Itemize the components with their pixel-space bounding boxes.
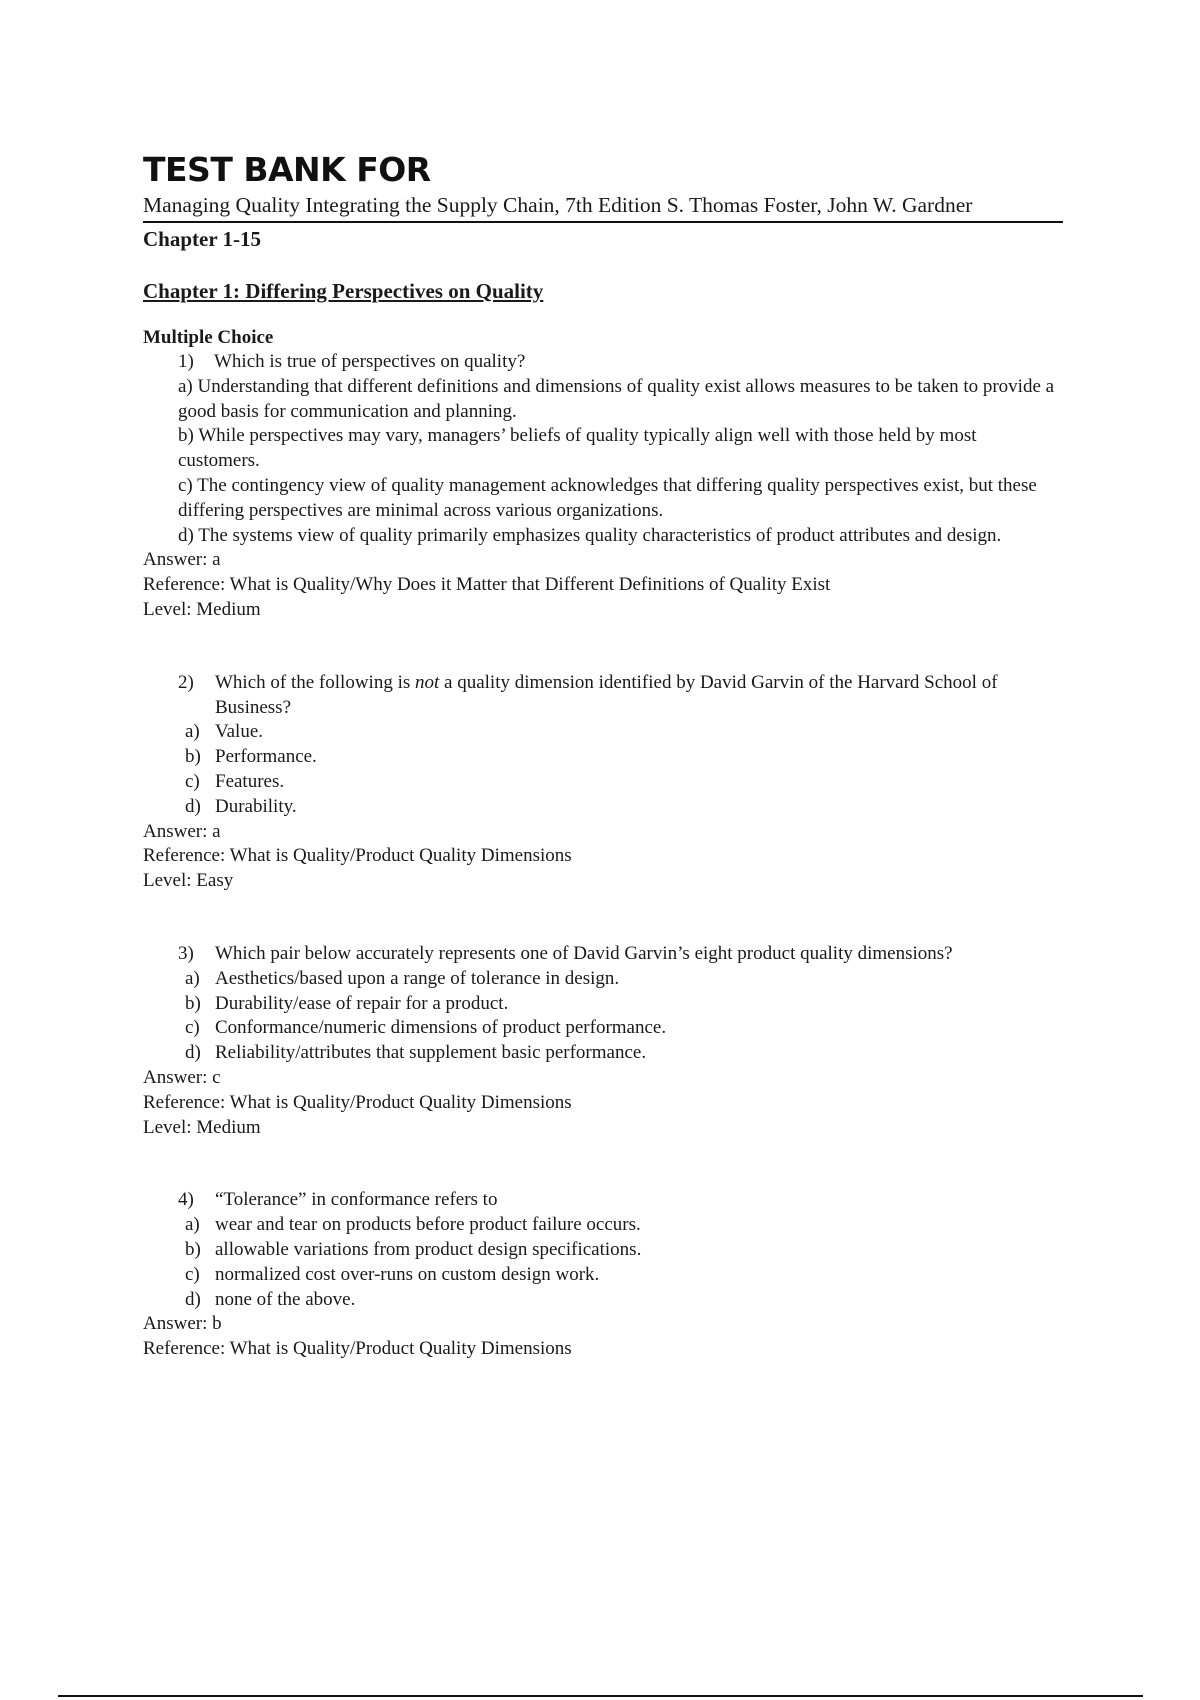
option-letter: b) (185, 992, 201, 1014)
answer-option-b (143, 1238, 1063, 1263)
answer-option-c (143, 1263, 1063, 1288)
answer-option-a (143, 1213, 1063, 1238)
answer-option-b (143, 992, 1063, 1017)
question-number: 4) (178, 1189, 194, 1211)
answer-line: Answer: a (143, 820, 221, 842)
question-number: 2) (178, 671, 194, 693)
answer-option-a (143, 967, 1063, 992)
question-number: 3) (178, 942, 194, 964)
question-text: Which pair below accurately represents one of David Garvin’s eight product quality dimensions? (215, 942, 953, 964)
footer-divider (58, 1695, 1143, 1697)
option-letter: b) (185, 746, 201, 768)
option-text: Durability/ease of repair for a product. (215, 992, 509, 1014)
question-text-end: a quality dimension identified by David Garvin of the Harvard School of Business? (215, 671, 998, 718)
question-1 (143, 350, 1063, 548)
question-2 (143, 671, 1063, 820)
option-letter: c) (185, 1017, 200, 1039)
answer-option-d: d) The systems view of quality primarily emphasizes quality characteristics of product attributes and design. (178, 524, 1002, 546)
question-text-emphasis: not (415, 671, 440, 693)
option-text: Performance. (215, 746, 317, 768)
reference-line: Reference: What is Quality/Product Quality Dimensions (143, 1091, 572, 1113)
level-line: Level: Medium (143, 598, 261, 620)
reference-line: Reference: What is Quality/Product Quality Dimensions (143, 1338, 572, 1360)
question-text: “Tolerance” in conformance refers to (215, 1189, 498, 1211)
question-text-start: Which of the following is (215, 671, 415, 693)
book-title: Managing Quality Integrating the Supply Chain, 7th Edition S. Thomas Foster, John W. Gardner (143, 192, 1063, 223)
answer-option-d (143, 795, 1063, 820)
option-text: Reliability/attributes that supplement basic performance. (215, 1042, 647, 1064)
reference-line: Reference: What is Quality/Why Does it Matter that Different Definitions of Quality Exist (143, 574, 831, 596)
option-text: Features. (215, 770, 285, 792)
option-text: wear and tear on products before product failure occurs. (215, 1214, 641, 1236)
option-letter: a) (185, 721, 200, 743)
option-letter: c) (185, 770, 200, 792)
answer-option-a (143, 720, 1063, 745)
reference-line: Reference: What is Quality/Product Quality Dimensions (143, 845, 572, 867)
option-text: allowable variations from product design specifications. (215, 1238, 642, 1260)
option-text: none of the above. (215, 1288, 356, 1310)
option-letter: b) (185, 1238, 201, 1260)
question-stem (143, 1188, 1063, 1213)
question-number: 1) (178, 351, 194, 372)
level-line: Level: Easy (143, 870, 234, 892)
option-letter: c) (185, 1263, 200, 1285)
option-letter: a) (185, 967, 200, 989)
question-stem (143, 942, 1063, 967)
chapter-range: Chapter 1-15 (143, 227, 262, 251)
section-heading: Multiple Choice (143, 327, 274, 348)
question-4 (143, 1188, 1063, 1312)
chapter-heading: Chapter 1: Differing Perspectives on Quality (143, 279, 544, 303)
answer-line: Answer: a (143, 549, 221, 571)
option-text: Value. (215, 721, 264, 743)
answer-option-c (143, 770, 1063, 795)
answer-line: Answer: c (143, 1066, 221, 1088)
option-letter: a) (185, 1214, 200, 1236)
option-text: Durability. (215, 795, 297, 817)
option-text: Aesthetics/based upon a range of tolerance in design. (215, 967, 620, 989)
answer-option-d (143, 1288, 1063, 1313)
question-stem (143, 671, 1063, 721)
option-letter: d) (185, 795, 201, 817)
level-line: Level: Medium (143, 1116, 261, 1138)
question-stem (143, 350, 1063, 375)
answer-option-d (143, 1041, 1063, 1066)
answer-option-c: c) The contingency view of quality management acknowledges that differing quality perspectives exist, but these differing perspectives are minimal across various organizations. (178, 474, 1037, 521)
option-text: Conformance/numeric dimensions of product performance. (215, 1017, 667, 1039)
option-letter: d) (185, 1288, 201, 1310)
document-body (143, 150, 1063, 1362)
answer-option-a: a) Understanding that different definitions and dimensions of quality exist allows measures to be taken to provide a good basis for communication and planning. (178, 375, 1055, 422)
answer-line: Answer: b (143, 1313, 222, 1335)
answer-option-b (143, 745, 1063, 770)
option-text: normalized cost over-runs on custom design work. (215, 1263, 600, 1285)
question-text: Which is true of perspectives on quality? (214, 351, 526, 372)
question-3 (143, 942, 1063, 1066)
answer-option-c (143, 1016, 1063, 1041)
document-title: TEST BANK FOR (143, 150, 431, 189)
option-letter: d) (185, 1042, 201, 1064)
answer-option-b: b) While perspectives may vary, managers’ beliefs of quality typically align well with those held by most customers. (178, 425, 977, 472)
